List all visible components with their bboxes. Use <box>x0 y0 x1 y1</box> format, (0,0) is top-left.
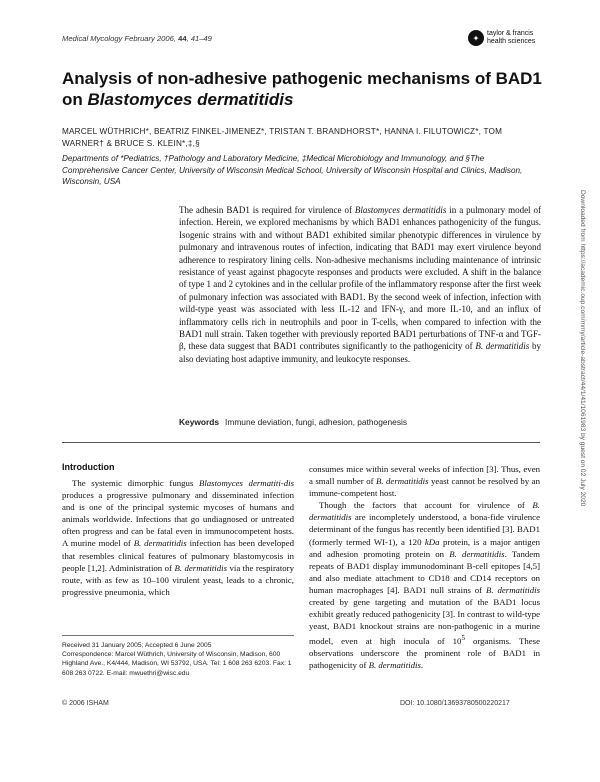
intro-column-right: consumes mice within several weeks of infection [3]. Thus, even a small number of B. dermatitidis yeast cannot be resolved by an immune-competent host. Though the factors that account for virulence of B. dermatitidis are incompletely understood, a bona-fide virulence determinant of the fungus has recently been identified [3]. BAD1 (formerly termed WI-1), a 120 kDa protein, is a major antigen and adhesion promoting protein on B. dermatitidis. Tandem repeats of BAD1 display immunodominant B-cell epitopes [4,5] and also mediate attachment to CD18 and CD14 receptors on human macrophages [4]. BAD1 null strains of B. dermatitidis created by gene targeting and mutation of the BAD1 locus exhibit greatly reduced pathogenicity [3]. In contrast to wild-type yeast, BAD1 knockout strains are non-pathogenic in a murine model, even at high inocula of $10^5$ organisms. These observations underscore the prominent role of BAD1 in pathogenicity of B. dermatitidis. <box>309 464 541 671</box>
journal-citation: Medical Mycology February 2006, 44, 41–49 <box>62 34 212 43</box>
footnote-divider <box>62 635 294 636</box>
keywords-label: Keywords <box>179 417 220 427</box>
section-heading-introduction: Introduction <box>62 462 115 472</box>
affiliations: Departments of *Pediatrics, †Pathology and Laboratory Medicine, ‡Medical Microbiology and Immunology, and §The Comprehensive Cancer Center, University of Wisconsin Medical School, University of Wisconsin Hospital and Clinics, Madison, Wisconsin, USA <box>62 154 523 186</box>
article-title: Analysis of non-adhesive pathogenic mechanisms of BAD1 on Blastomyces dermatitidis <box>62 69 542 109</box>
section-divider <box>62 442 540 443</box>
correspondence: Correspondence: Marcel Wüthrich, University of Wisconsin, Madison, 600 Highland Ave., K4/444, Madison, WI 53792, USA. Tel: 1 608 263 6203. Fax: 1 608 263 0722. E-mail: mwuethri@wisc.edu <box>62 651 292 677</box>
keywords-text: Immune deviation, fungi, adhesion, pathogenesis <box>225 417 408 427</box>
download-stamp: Downloaded from https://academic.oup.com/mmy/article-abstract/44/1/41/1061983 by guest on 02 July 2020 <box>579 190 586 507</box>
author-list: MARCEL WÜTHRICH*, BEATRIZ FINKEL-JIMENEZ*, TRISTAN T. BRANDHORST*, HANNA I. FILUTOWICZ*, TOM WARNER† & BRUCE S. KLEIN*,‡,§ <box>62 127 503 148</box>
doi-link[interactable]: DOI: 10.1080/13693780500220217 <box>400 700 510 707</box>
copyright: © 2006 ISHAM <box>62 700 109 707</box>
publisher-logo: ✦ taylor & francis health sciences <box>468 30 535 46</box>
journal-volume: 44 <box>178 34 187 43</box>
keywords <box>179 417 541 427</box>
footnote <box>62 641 294 678</box>
publisher-logo-icon: ✦ <box>468 30 484 46</box>
intro-column-left: The systemic dimorphic fungus Blastomyces dermatiti-dis produces a progressive pulmonary and disseminated infection and is one of the principal systemic mycoses of humans and animals worldwide. Infections that go undiagnosed or untreated often progress and can be fatal even in immunocompetent hosts. A murine model of B. dermatitidis infection has been developed that resembles clinical features of pulmonary blastomycosis in people [1,2]. Administration of B. dermatitidis via the respiratory route, with as few as 10–100 virulent yeast, leads to a chronic, progressive pneumonia, which <box>62 478 295 597</box>
received-dates: Received 31 January 2005; Accepted 6 June 2005 <box>62 642 212 649</box>
abstract: The adhesin BAD1 is required for virulence of Blastomyces dermatitidis in a pulmonary model of infection. Herein, we explored mechanisms by which BAD1 enhances pathogenicity of the fungus. Isogenic strains with and without BAD1 exhibited similar phenotypic differences in virulence by pulmonary and intravenous routes of infection, indicating that BAD1 may exert virulence beyond adherence to respiratory lining cells. Non-adhesive mechanisms including maintenance of intrinsic resistance of yeast against phagocyte responses and products were excluded. A shift in the balance of type 1 and 2 cytokines and in the cellular profile of the inflammatory response after the first week of pulmonary infection was associated with BAD1. By the second week of infection, infection with wild-type yeast was associated with less IL-12 and IFN-γ, and more IL-10, and an influx of inflammatory cells rich in neutrophils and poor in T-cells, when compared to infection with the BAD1 null strain. Taken together with previously reported BAD1 perturbations of TNF-α and TGF-β, these data suggest that BAD1 contributes significantly to the pathogenicity of B. dermatitidis by also deviating host adaptive immunity, and leukocyte responses. <box>179 205 542 364</box>
